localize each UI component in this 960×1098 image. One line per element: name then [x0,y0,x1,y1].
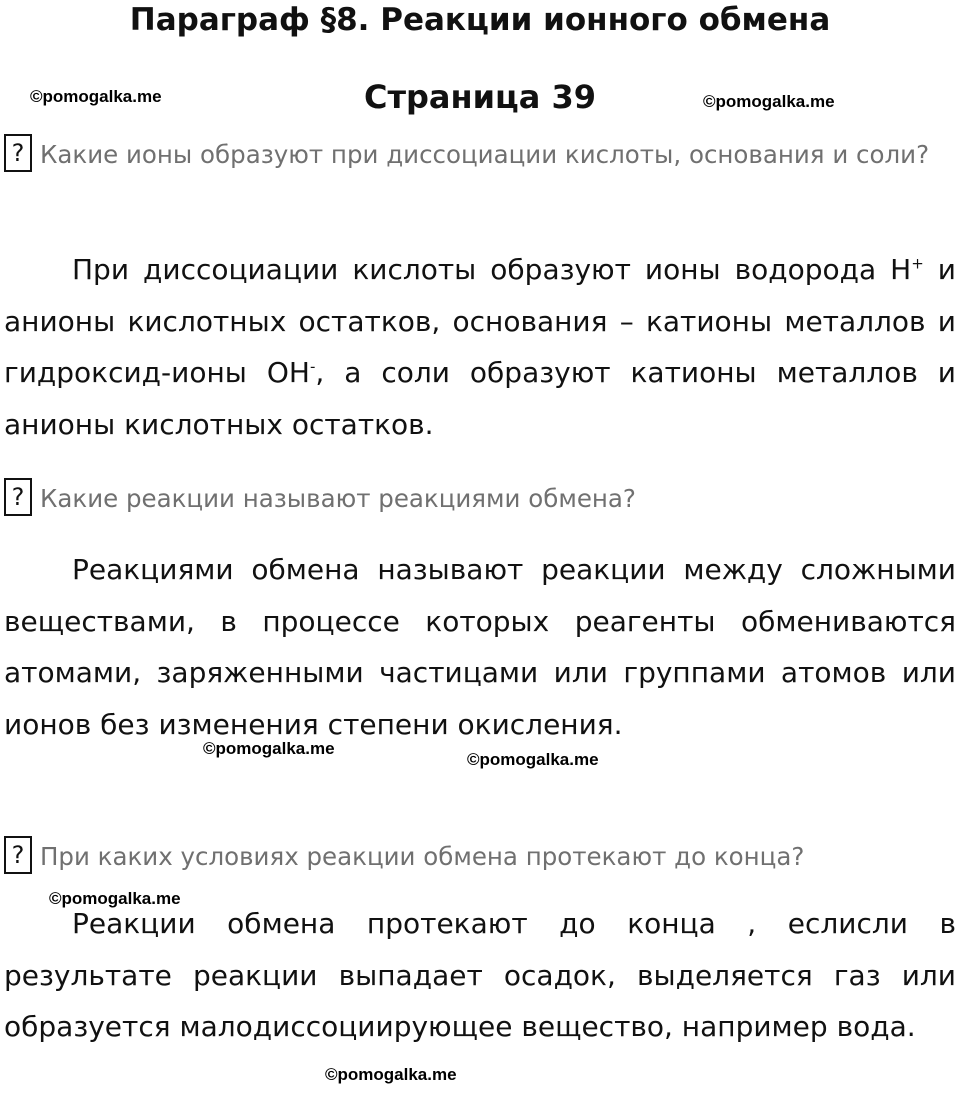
answer-2: Реакциями обмена называют реакции между сложными веществами, в процессе которых реагенты обмениваются атомами, заряженными частицами или группами атомов или ионов без изменения степени окисления. [4,553,956,741]
question-3 [4,835,954,878]
question-mark-icon: ? [4,134,32,172]
superscript: - [309,357,316,376]
question-text: При каких условиях реакции обмена протекают до конца? [40,842,805,871]
answer-text: , а соли образуют катионы металлов и анионы кислотных остатков. [4,356,956,441]
answer-3: Реакции обмена протекают до конца , еслисли в результате реакции выпадает осадок, выделяется газ или образуется малодиссоциирующее вещество, например вода. [4,907,956,1043]
page-number: Страница 39 [363,78,597,116]
answer-1 [4,244,956,450]
watermark: ©pomogalka.me [30,87,162,106]
watermark: ©pomogalka.me [325,1065,457,1084]
watermark: ©pomogalka.me [467,750,599,769]
superscript: + [911,254,924,273]
watermark: ©pomogalka.me [703,92,835,111]
question-text: Какие ионы образуют при диссоциации кислоты, основания и соли? [40,140,930,169]
answer-text: При диссоциации кислоты образуют ионы водорода H [72,253,912,286]
answer-text: и анионы кислотных остатков, основания – катионы металлов и гидроксид-ионы OH [4,253,956,389]
question-text: Какие реакции называют реакциями обмена? [40,484,636,513]
question-1 [4,133,954,176]
page-title: Параграф §8. Реакции ионного обмена [129,2,831,38]
question-mark-icon: ? [4,478,32,516]
watermark: ©pomogalka.me [203,739,335,758]
question-2 [4,477,954,520]
watermark: ©pomogalka.me [49,889,181,908]
question-mark-icon: ? [4,836,32,874]
